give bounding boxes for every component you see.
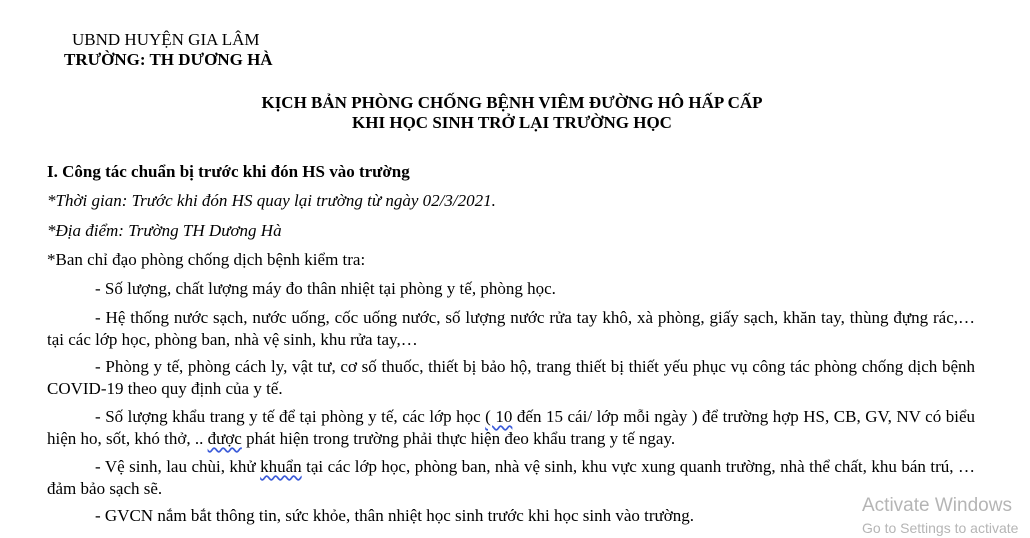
header-school: TRƯỜNG: TH DƯƠNG HÀ <box>64 50 273 69</box>
document-title-line-2: KHI HỌC SINH TRỞ LẠI TRƯỜNG HỌC <box>352 113 672 132</box>
list-item: - Số lượng, chất lượng máy đo thân nhiệt tại phòng y tế, phòng học. <box>95 279 556 298</box>
activation-watermark <box>862 494 1018 538</box>
spellcheck-underlined-text: được <box>207 429 242 448</box>
list-item: - GVCN nắm bắt thông tin, sức khỏe, thân nhiệt học sinh trước khi học sinh vào trường. <box>95 506 694 525</box>
section-heading: I. Công tác chuẩn bị trước khi đón HS vào trường <box>47 162 410 181</box>
board-line: *Ban chỉ đạo phòng chống dịch bệnh kiểm tra: <box>47 250 366 269</box>
spellcheck-underlined-text: ( 10 <box>485 407 513 426</box>
item-text: - Số lượng khẩu trang y tế để tại phòng y tế, các lớp học <box>95 407 486 426</box>
document-title-line-1: KỊCH BẢN PHÒNG CHỐNG BỆNH VIÊM ĐƯỜNG HÔ HẤP CẤP <box>261 93 763 112</box>
list-item <box>47 456 975 500</box>
list-item: - Phòng y tế, phòng cách ly, vật tư, cơ số thuốc, thiết bị bảo hộ, trang thiết bị thiết yếu phục vụ công tác phòng chống dịch bệnh COVID-19 theo quy định của y tế. <box>47 357 975 398</box>
item-text: phát hiện trong trường phải thực hiện đeo khẩu trang y tế ngay. <box>241 429 676 448</box>
list-item <box>47 406 975 450</box>
place-line: *Địa điểm: Trường TH Dương Hà <box>47 221 282 240</box>
header-org: UBND HUYỆN GIA LÂM <box>72 30 260 49</box>
item-text: tại các lớp học, phòng ban, nhà vệ sinh, khu vực xung quanh trường, nhà thể chất, khu bán trú, … đảm bảo sạch sẽ. <box>47 457 975 498</box>
watermark-subtitle: Go to Settings to activate <box>862 520 1019 536</box>
watermark-title: Activate Windows <box>862 495 1012 516</box>
list-item: - Hệ thống nước sạch, nước uống, cốc uống nước, số lượng nước rửa tay khô, xà phòng, giấy sạch, khăn tay, thùng đựng rác,… tại các lớp học, phòng ban, nhà vệ sinh, khu rửa tay,… <box>47 308 975 349</box>
item-text: đến 15 cái/ lớp mỗi ngày ) để trường hợp HS, CB, GV, NV có biểu hiện ho, sốt, khó thở, .. <box>47 407 975 448</box>
time-line: *Thời gian: Trước khi đón HS quay lại trường từ ngày 02/3/2021. <box>47 191 496 210</box>
spellcheck-underlined-text: khuẩn <box>260 457 302 476</box>
item-text: - Vệ sinh, lau chùi, khử <box>95 457 261 476</box>
